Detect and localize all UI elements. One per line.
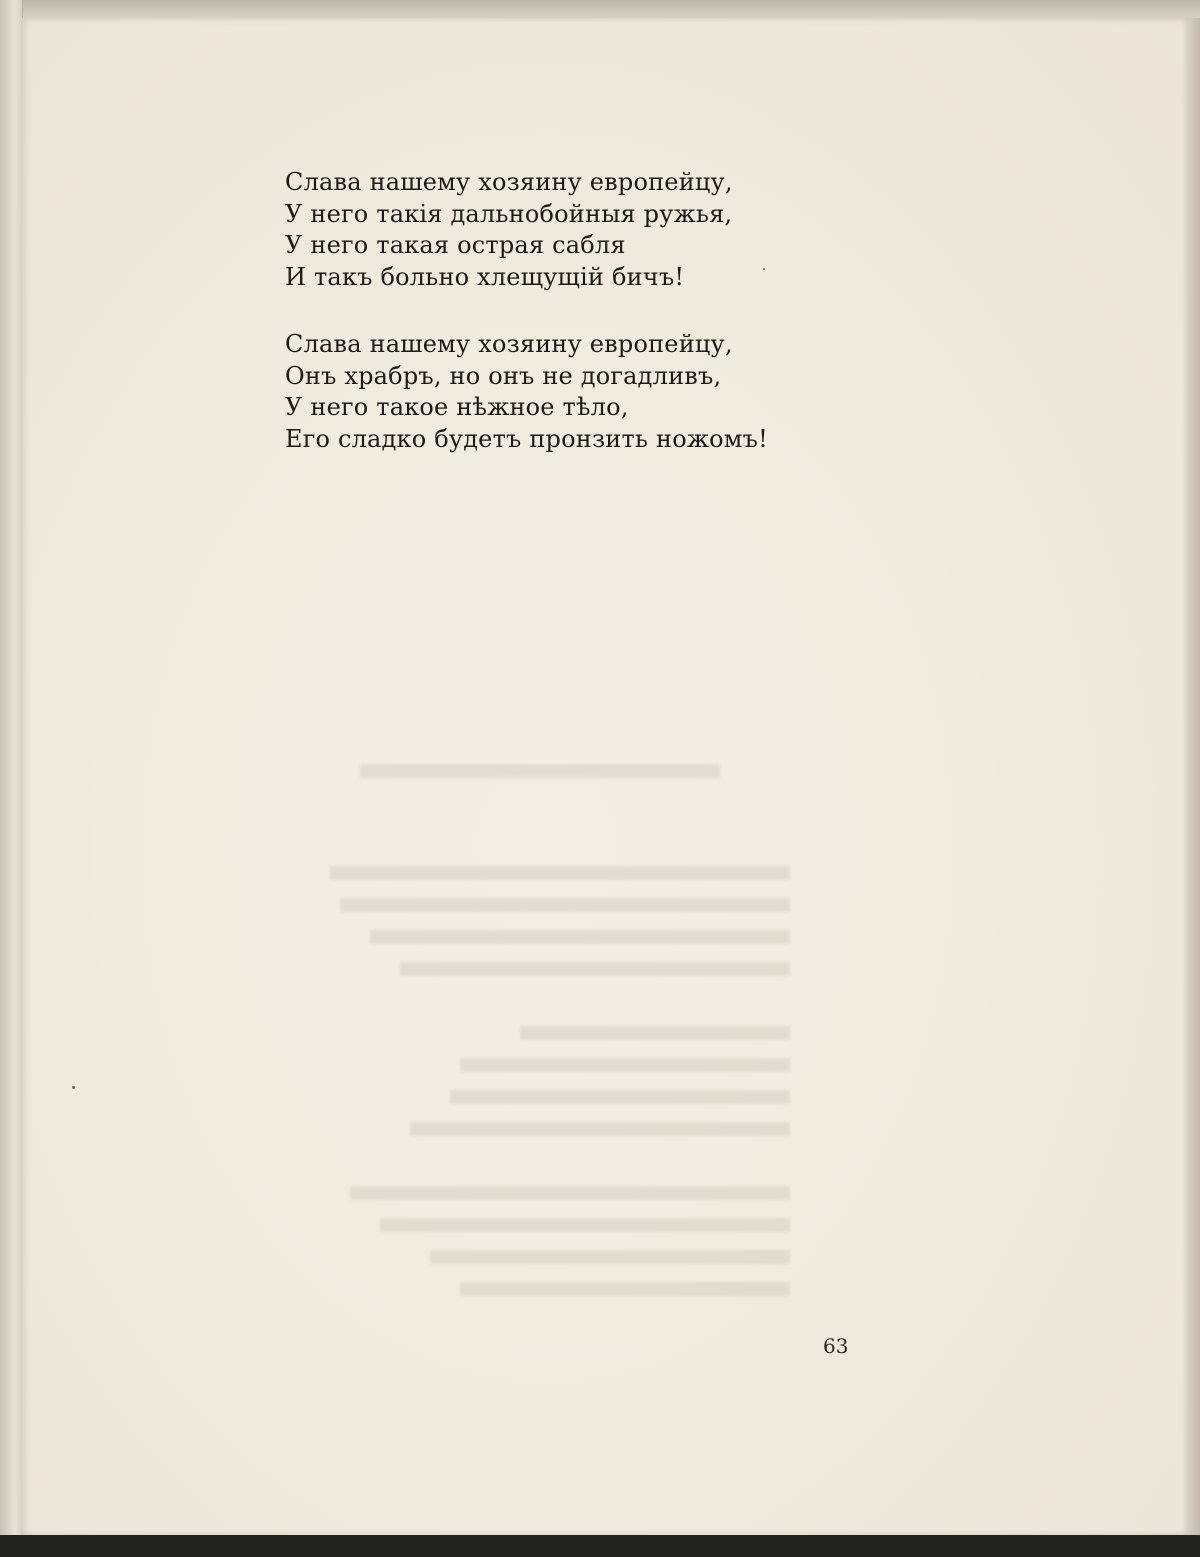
poem-text (285, 167, 768, 491)
bottom-edge-strip (0, 1535, 1200, 1557)
poem-line: У него такія дальнобойныя ружья, (285, 199, 733, 228)
poem-line: Слава нашему хозяину европейцу, (285, 168, 733, 196)
page-number: 63 (823, 1334, 849, 1358)
stanza-2 (285, 329, 768, 455)
poem-line: Слава нашему хозяину европейцу, (285, 330, 733, 358)
paper-speck (72, 1086, 75, 1089)
poem-line: У него такая острая сабля (285, 231, 626, 259)
show-through-ghost-text (330, 750, 800, 1310)
poem-line: И такъ больно хлещущій бичъ! (285, 262, 685, 291)
stanza-1 (285, 167, 768, 293)
poem-line: Его сладко будетъ пронзить ножомъ! (285, 424, 768, 453)
book-binding-edge (0, 0, 23, 1557)
page-right-edge (1188, 18, 1200, 1538)
poem-line: Онъ храбръ, но онъ не догадливъ, (285, 361, 722, 390)
poem-line: У него такое нѣжное тѣло, (285, 393, 629, 421)
